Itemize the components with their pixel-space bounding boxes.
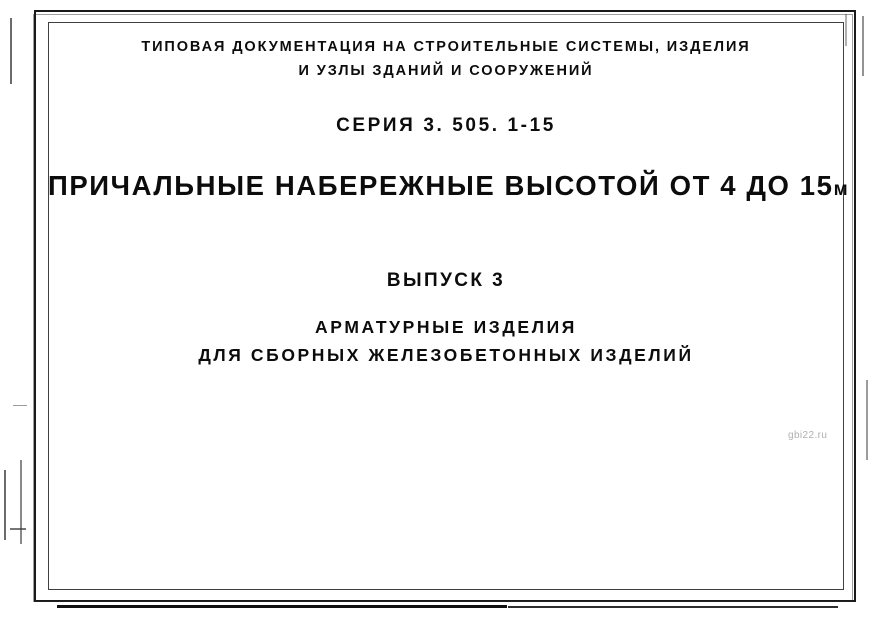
document-header-line-2: И УЗЛЫ ЗДАНИЙ И СООРУЖЕНИЙ [298, 63, 594, 79]
subtitle-line-2: ДЛЯ СБОРНЫХ ЖЕЛЕЗОБЕТОННЫХ ИЗДЕЛИЙ [198, 345, 694, 365]
document-header-line-1: ТИПОВАЯ ДОКУМЕНТАЦИЯ НА СТРОИТЕЛЬНЫЕ СИСТЕМЫ, ИЗДЕЛИЯ [141, 39, 751, 55]
title-page-content [48, 22, 849, 590]
issue-number: ВЫПУСК 3 [386, 270, 506, 291]
subtitle-line-1: АРМАТУРНЫЕ ИЗДЕЛИЯ [315, 317, 577, 337]
document-title-unit: м [833, 179, 849, 200]
scan-artifact-mark [862, 16, 864, 76]
scan-artifact-mark [10, 528, 26, 530]
document-title-text: ПРИЧАЛЬНЫЕ НАБЕРЕЖНЫЕ ВЫСОТОЙ ОТ 4 ДО 15 [48, 170, 834, 201]
scan-artifact-mark [866, 380, 868, 460]
bottom-rule-right [508, 606, 838, 608]
scan-artifact-mark [13, 405, 27, 406]
series-number: СЕРИЯ 3. 505. 1-15 [336, 115, 556, 136]
document-title [48, 170, 849, 202]
scan-artifact-mark [10, 18, 12, 84]
scan-artifact-mark [845, 14, 847, 46]
scan-artifact-mark [20, 460, 22, 544]
site-watermark: gbi22.ru [788, 430, 828, 441]
bottom-rule-left [57, 605, 507, 608]
scan-artifact-mark [4, 470, 6, 540]
